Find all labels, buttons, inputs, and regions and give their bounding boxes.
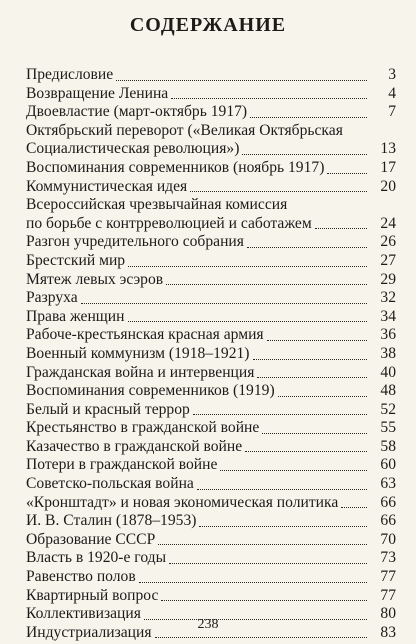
toc-entry-text: Всероссийская чрезвычайная комиссия — [26, 196, 288, 214]
toc-entry-text: Потери в гражданской войне — [26, 456, 218, 474]
toc-entry-page: 66 — [380, 493, 396, 511]
toc-entry-line — [26, 401, 370, 420]
toc-entry-page: 63 — [380, 475, 396, 493]
toc-entry-title — [26, 159, 370, 178]
toc-entry-page: 4 — [388, 84, 396, 102]
dot-leader — [250, 117, 367, 118]
toc-entry — [26, 382, 396, 401]
toc-entry-title — [26, 308, 370, 327]
dot-leader — [253, 359, 368, 360]
dot-leader — [169, 563, 367, 564]
toc-entry-title — [26, 196, 370, 233]
toc-entry-title — [26, 233, 370, 252]
toc-entry-title — [26, 326, 370, 345]
table-of-contents — [26, 66, 396, 642]
toc-entry — [26, 233, 396, 252]
toc-entry-line — [26, 196, 370, 215]
toc-entry-title — [26, 271, 370, 290]
toc-entry-text: Военный коммунизм (1918–1921) — [26, 344, 250, 362]
toc-entry-text: Коммунистическая идея — [26, 177, 188, 195]
toc-entry-line — [26, 568, 370, 587]
toc-entry-text: Воспоминания современников (ноябрь 1917) — [26, 158, 325, 176]
toc-entry-page: 3 — [388, 66, 396, 83]
toc-entry-line — [26, 419, 370, 438]
dot-leader — [267, 340, 367, 341]
toc-entry-line — [26, 382, 370, 401]
toc-entry — [26, 438, 396, 457]
toc-entry — [26, 66, 396, 85]
dot-leader — [116, 80, 367, 81]
toc-entry-line — [26, 122, 370, 141]
toc-entry-text: Разгон учредительного собрания — [26, 233, 244, 251]
toc-entry-title — [26, 587, 370, 606]
toc-entry-title — [26, 531, 370, 550]
toc-entry-page: 55 — [380, 419, 396, 437]
toc-entry — [26, 159, 396, 178]
toc-entry-line — [26, 233, 370, 252]
toc-entry — [26, 456, 396, 475]
dot-leader — [158, 544, 367, 545]
dot-leader — [247, 247, 367, 248]
toc-entry — [26, 419, 396, 438]
toc-entry-page: 60 — [380, 456, 396, 474]
dot-leader — [220, 470, 367, 471]
toc-entry — [26, 271, 396, 290]
toc-entry-text: «Кронштадт» и новая экономическая политика — [26, 493, 339, 511]
toc-entry-text: Равенство полов — [26, 568, 136, 586]
toc-entry-title — [26, 122, 370, 159]
dot-leader — [242, 154, 367, 155]
toc-entry-title — [26, 66, 370, 85]
dot-leader — [190, 191, 367, 192]
toc-entry-page: 7 — [388, 103, 396, 121]
dot-leader — [245, 451, 367, 452]
toc-entry-line — [26, 364, 370, 383]
dot-leader — [128, 266, 367, 267]
toc-entry-page: 20 — [380, 177, 396, 195]
toc-entry-page: 26 — [380, 233, 396, 251]
toc-entry-line — [26, 85, 370, 104]
toc-entry-line — [26, 159, 370, 178]
toc-entry — [26, 308, 396, 327]
toc-entry-page: 27 — [380, 251, 396, 269]
toc-entry — [26, 475, 396, 494]
toc-entry-page: 29 — [380, 270, 396, 288]
toc-entry-line — [26, 215, 370, 234]
toc-entry-title — [26, 494, 370, 513]
toc-entry — [26, 345, 396, 364]
toc-entry-title — [26, 401, 370, 420]
toc-entry-title — [26, 568, 370, 587]
toc-entry-title — [26, 178, 370, 197]
toc-entry-title — [26, 364, 370, 383]
toc-entry-line — [26, 140, 370, 159]
toc-entry-text: Советско-польская война — [26, 475, 194, 493]
toc-entry — [26, 252, 396, 271]
toc-entry-text: Крестьянство в гражданской войне — [26, 419, 260, 437]
toc-entry-text: Коллективизация — [26, 605, 141, 623]
toc-entry-text: Двоевластие (март-октябрь 1917) — [26, 103, 248, 121]
toc-entry-page: 52 — [380, 400, 396, 418]
toc-entry-title — [26, 382, 370, 401]
toc-entry — [26, 85, 396, 104]
toc-entry-page: 77 — [380, 568, 396, 586]
toc-entry-title — [26, 252, 370, 271]
toc-entry-page: 48 — [380, 382, 396, 400]
toc-entry-page: 58 — [380, 437, 396, 455]
toc-entry-line — [26, 345, 370, 364]
toc-entry — [26, 531, 396, 550]
dot-leader — [161, 600, 367, 601]
toc-entry-page: 66 — [380, 512, 396, 530]
toc-entry-line — [26, 308, 370, 327]
toc-entry-title — [26, 475, 370, 494]
toc-entry-text: Власть в 1920-е годы — [26, 549, 167, 567]
toc-entry-line — [26, 289, 370, 308]
toc-entry-text: Образование СССР — [26, 530, 156, 548]
toc-entry-text: Права женщин — [26, 307, 125, 325]
dot-leader — [278, 396, 367, 397]
toc-entry-line — [26, 549, 370, 568]
toc-entry — [26, 103, 396, 122]
toc-entry — [26, 568, 396, 587]
toc-entry-page: 83 — [380, 623, 396, 641]
toc-entry-line — [26, 326, 370, 345]
toc-entry-line — [26, 271, 370, 290]
dot-leader — [262, 433, 367, 434]
dot-leader — [171, 98, 367, 99]
toc-entry-text: по борьбе с контрреволюцией и саботажем — [26, 214, 312, 232]
toc-entry-title — [26, 512, 370, 531]
toc-entry-text: Белый и красный террор — [26, 400, 190, 418]
dot-leader — [199, 526, 367, 527]
toc-entry-page: 34 — [380, 307, 396, 325]
dot-leader — [193, 414, 367, 415]
dot-leader — [257, 377, 367, 378]
toc-entry — [26, 549, 396, 568]
toc-entry-title — [26, 345, 370, 364]
toc-entry — [26, 587, 396, 606]
toc-entry — [26, 178, 396, 197]
toc-entry-page: 32 — [380, 289, 396, 307]
toc-entry — [26, 122, 396, 159]
toc-entry-line — [26, 531, 370, 550]
toc-entry — [26, 494, 396, 513]
toc-entry-title — [26, 456, 370, 475]
toc-entry-page: 77 — [380, 586, 396, 604]
toc-entry-page: 38 — [380, 344, 396, 362]
toc-entry-text: Возвращение Ленина — [26, 84, 169, 102]
dot-leader — [197, 489, 367, 490]
page-title: СОДЕРЖАНИЕ — [129, 14, 287, 36]
toc-entry-text: Предисловие — [26, 66, 114, 83]
toc-entry-page: 36 — [380, 326, 396, 344]
dot-leader — [155, 637, 367, 638]
toc-entry-text: Квартирный вопрос — [26, 586, 159, 604]
toc-entry-text: Социалистическая революция») — [26, 140, 240, 158]
toc-entry-line — [26, 103, 370, 122]
toc-entry-text: И. В. Сталин (1878–1953) — [26, 512, 197, 530]
toc-entry-text: Рабоче-крестьянская красная армия — [26, 326, 264, 344]
toc-entry-title — [26, 103, 370, 122]
toc-entry-line — [26, 587, 370, 606]
dot-leader — [166, 284, 367, 285]
toc-entry — [26, 326, 396, 345]
dot-leader — [81, 303, 367, 304]
toc-entry-text: Октябрьский переворот («Великая Октябрьская — [26, 121, 343, 139]
toc-entry-page: 80 — [380, 605, 396, 623]
dot-leader — [327, 173, 367, 174]
toc-entry-line — [26, 456, 370, 475]
toc-entry-line — [26, 178, 370, 197]
toc-entry-text: Мятеж левых эсэров — [26, 270, 164, 288]
toc-entry — [26, 364, 396, 383]
toc-entry-line — [26, 438, 370, 457]
toc-entry-line — [26, 494, 370, 513]
toc-entry — [26, 401, 396, 420]
toc-entry-text: Гражданская война и интервенция — [26, 363, 255, 381]
dot-leader — [315, 228, 367, 229]
toc-entry-page: 40 — [380, 363, 396, 381]
toc-entry — [26, 512, 396, 531]
toc-entry-title — [26, 549, 370, 568]
toc-entry-page: 73 — [380, 549, 396, 567]
dot-leader — [341, 507, 367, 508]
toc-entry-title — [26, 85, 370, 104]
toc-entry-line — [26, 512, 370, 531]
toc-entry-text: Разруха — [26, 289, 78, 307]
page-number: 238 — [197, 617, 219, 632]
toc-entry-text: Индустриализация — [26, 623, 152, 641]
toc-entry-line — [26, 252, 370, 271]
toc-entry-page: 13 — [380, 140, 396, 158]
toc-entry-title — [26, 289, 370, 308]
toc-entry-page: 24 — [380, 214, 396, 232]
dot-leader — [128, 321, 368, 322]
toc-entry-text: Воспоминания современников (1919) — [26, 382, 275, 400]
toc-entry — [26, 196, 396, 233]
toc-entry-text: Казачество в гражданской войне — [26, 437, 243, 455]
toc-entry-page: 17 — [380, 158, 396, 176]
toc-entry-line — [26, 66, 370, 85]
toc-entry-line — [26, 475, 370, 494]
toc-entry-text: Брестский мир — [26, 251, 126, 269]
toc-entry-title — [26, 438, 370, 457]
toc-entry-title — [26, 419, 370, 438]
toc-entry — [26, 289, 396, 308]
toc-entry-page: 70 — [380, 530, 396, 548]
dot-leader — [139, 582, 367, 583]
